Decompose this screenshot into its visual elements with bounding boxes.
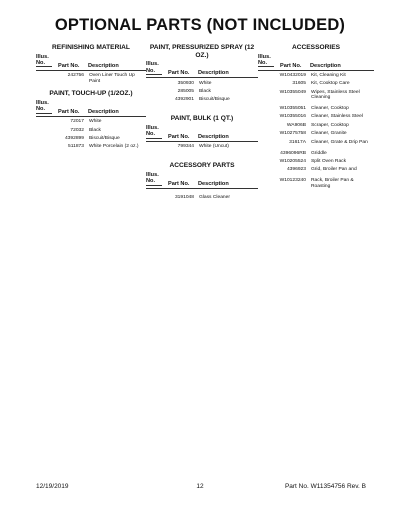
part-description: Grid, Broiler Pan and [311, 167, 357, 173]
table-row [258, 81, 374, 87]
part-number: W10205524 [279, 158, 306, 164]
page-title: OPTIONAL PARTS (NOT INCLUDED) [54, 16, 346, 34]
column-left [36, 44, 146, 150]
part-description: White [89, 119, 102, 125]
table-row [146, 81, 258, 87]
part-description: Scraper, Cooktop [311, 122, 349, 128]
part-number: 511873 [68, 144, 84, 150]
part-number: W10432019 [279, 72, 306, 78]
part-description: Cleaner, Granite [311, 131, 347, 137]
table-row [258, 73, 374, 79]
table-row [146, 89, 258, 95]
part-number: 799344 [177, 144, 194, 150]
part-description: Biscuit/Bisque [199, 97, 230, 103]
footer-part-number: Part No. W11354756 Rev. B [284, 483, 366, 490]
part-number: 31617A [289, 139, 306, 145]
part-description: Split Oven Rack [311, 158, 347, 164]
column-header [258, 54, 374, 71]
part-number: 31605 [292, 81, 306, 87]
part-number: W10275758 [279, 131, 306, 137]
table-row [36, 119, 146, 125]
table-row [258, 178, 374, 189]
description-header: Description [198, 180, 229, 187]
part-number: W10123240 [279, 178, 306, 184]
part-description: Rack, Broiler Pan & Roasting [311, 178, 354, 190]
section-title-accessories: ACCESSORIES [292, 44, 340, 51]
part-number: 4396923 [286, 167, 306, 173]
part-description: Cleaner, Cooktop [311, 106, 349, 112]
description-header: Description [88, 108, 119, 115]
part-description: Wipes, Stainless Steel Cleaning [311, 89, 360, 101]
part-description: White [199, 80, 212, 86]
part-description: Cleaner, Grate & Drip Pan [311, 139, 368, 145]
illus-header: Illus. No. [36, 100, 52, 114]
column-header [146, 172, 258, 189]
part-description: White Porcelain (2 oz.) [89, 144, 139, 150]
part-number: 3191048 [174, 194, 194, 200]
table-row [36, 144, 146, 150]
part-no-header: Part No. [168, 70, 190, 77]
section-title-accessory-parts: ACCESSORY PARTS [169, 162, 235, 170]
part-number: W10355049 [279, 89, 306, 95]
column-middle [146, 44, 258, 201]
footer-page-number: 12 [196, 483, 204, 490]
section-title-refinishing: REFINISHING MATERIAL [52, 44, 130, 51]
table-row [258, 140, 374, 146]
part-no-header: Part No. [168, 180, 190, 187]
section-title-spray: PAINT, PRESSURIZED SPRAY (12 OZ.) [149, 44, 255, 59]
part-number: 285005 [177, 88, 194, 94]
part-number: 72032 [70, 127, 84, 133]
description-header: Description [198, 70, 229, 77]
part-description: Kit, Cleaning Kit [311, 72, 346, 78]
illus-header: Illus. No. [146, 61, 162, 75]
table-row [258, 167, 374, 173]
table-row [258, 151, 374, 157]
table-row [146, 97, 258, 103]
illus-header: Illus. No. [36, 54, 52, 68]
table-row [146, 144, 258, 150]
illus-header: Illus. No. [146, 172, 162, 186]
table-row [258, 90, 374, 101]
part-description: Oven Liner Touch Up Paint [89, 72, 135, 84]
part-number: 242756 [67, 72, 84, 78]
part-number: 4392899 [64, 136, 84, 141]
description-header: Description [88, 62, 119, 69]
column-header [146, 125, 258, 142]
table-row [146, 195, 258, 201]
part-description: Black [89, 127, 101, 133]
column-header [36, 54, 146, 71]
part-description: Glass Cleaner [199, 194, 230, 200]
part-description: Biscuit/Bisque [89, 136, 120, 141]
part-no-header: Part No. [58, 108, 80, 115]
table-row [36, 128, 146, 134]
column-header [36, 100, 146, 117]
part-number: 350930 [177, 80, 194, 86]
part-no-header: Part No. [280, 62, 302, 69]
table-row [258, 131, 374, 137]
table-row [258, 114, 374, 120]
part-number: W10355016 [279, 114, 306, 120]
part-no-header: Part No. [58, 62, 80, 69]
description-header: Description [198, 133, 229, 140]
table-row [258, 106, 374, 112]
part-description: Kit, Cooktop Care [311, 81, 350, 87]
table-row [258, 123, 374, 129]
section-title-bulk: PAINT, BULK (1 QT.) [170, 115, 234, 123]
part-description: Griddle [311, 150, 327, 156]
part-number: 4392901 [174, 97, 194, 103]
part-description: White (Uncut) [199, 144, 229, 150]
part-description: Cleaner, Stainless Steel [311, 114, 363, 120]
table-row [36, 136, 146, 142]
column-right [258, 44, 374, 190]
part-number: 4396096RB [280, 150, 306, 156]
part-number: W10355051 [279, 106, 306, 112]
section-title-touchup: PAINT, TOUCH-UP (1/2OZ.) [49, 90, 133, 98]
illus-header: Illus. No. [146, 125, 162, 139]
illus-header: Illus. No. [258, 54, 274, 68]
column-header [146, 61, 258, 78]
part-description: Black [199, 88, 211, 94]
footer-date: 12/19/2019 [36, 483, 69, 490]
part-number: WA906B [286, 122, 306, 128]
part-number: 72017 [70, 119, 84, 125]
table-row [36, 73, 146, 84]
table-row [258, 159, 374, 165]
description-header: Description [310, 62, 341, 69]
part-no-header: Part No. [168, 133, 190, 140]
